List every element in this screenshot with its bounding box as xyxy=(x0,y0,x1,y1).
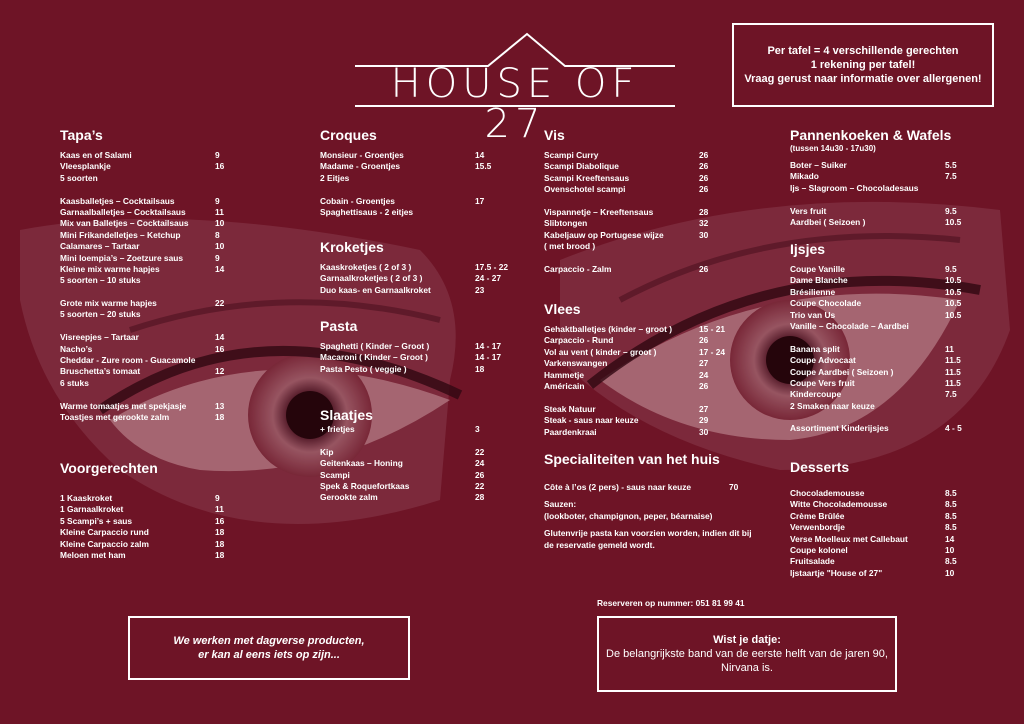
item-price: 32 xyxy=(699,218,709,229)
item-name: 2 Eitjes xyxy=(320,172,350,183)
item-name: Geitenkaas – Honing xyxy=(320,458,403,469)
item-price: 13 xyxy=(215,400,225,411)
section-title: Slaatjes xyxy=(320,407,373,423)
item-price: 30 xyxy=(699,229,709,240)
menu-item xyxy=(60,275,260,286)
menu-item xyxy=(790,511,990,522)
item-price: 16 xyxy=(215,343,225,354)
fact-title: Wist je datje: xyxy=(713,634,781,646)
menu-item xyxy=(790,488,990,499)
item-price: 24 - 27 xyxy=(475,273,502,284)
item-name: Steak Natuur xyxy=(544,403,596,414)
item-price: 10.5 xyxy=(945,298,962,309)
menu-item xyxy=(60,344,260,355)
item-price: 12 xyxy=(215,366,225,377)
item-name: Fruitsalade xyxy=(790,556,835,567)
menu-item xyxy=(544,381,744,392)
menu-item xyxy=(320,352,520,363)
item-price: 5.5 xyxy=(945,160,957,170)
item-name: Pasta Pesto ( veggie ) xyxy=(320,363,407,374)
menu-item xyxy=(320,285,520,296)
item-name: Coupe Aardbei ( Seizoen ) xyxy=(790,366,894,377)
item-price: 7.5 xyxy=(945,389,957,400)
item-name: Visreepjes – Tartaar xyxy=(60,332,139,343)
item-price: 10 xyxy=(945,567,955,578)
desserts-section xyxy=(790,458,990,579)
item-name: Dame Blanche xyxy=(790,275,848,286)
item-name: 5 soorten – 20 stuks xyxy=(60,309,141,320)
menu-item xyxy=(60,412,260,423)
menu-item xyxy=(320,424,520,435)
info-line: 1 rekening per tafel! xyxy=(810,59,916,71)
item-name: Gerookte zalm xyxy=(320,492,378,503)
item-name: Kaaskroketjes ( 2 of 3 ) xyxy=(320,262,412,272)
item-name: Varkenswangen xyxy=(544,358,608,369)
menu-item xyxy=(790,389,990,400)
item-name: Vispannetje – Kreeftensaus xyxy=(544,206,654,217)
item-name: Duo kaas- en Garnaalkroket xyxy=(320,284,431,295)
sauzen-label: Sauzen: xyxy=(544,499,577,510)
menu-item xyxy=(790,160,990,171)
item-price: 16 xyxy=(215,161,225,172)
menu-item xyxy=(544,230,744,241)
item-name: Bruschetta’s tomaat xyxy=(60,366,141,377)
item-price: 9.5 xyxy=(945,264,957,274)
vlees-section xyxy=(544,300,744,438)
menu-item xyxy=(790,298,990,309)
item-price: 14 - 17 xyxy=(475,341,502,351)
menu-item xyxy=(790,321,990,332)
item-price: 18 xyxy=(475,363,485,374)
item-price: 26 xyxy=(699,150,709,160)
item-name: Coupe Vers fruit xyxy=(790,377,855,388)
item-name: Spaghetti ( Kinder – Groot ) xyxy=(320,341,430,351)
section-title: Kroketjes xyxy=(320,239,384,255)
menu-item xyxy=(790,344,990,355)
menu-item xyxy=(790,310,990,321)
item-price: 9 xyxy=(215,252,220,263)
menu-item xyxy=(320,196,520,207)
section-title: Pasta xyxy=(320,318,358,334)
item-price: 16 xyxy=(215,515,225,526)
item-price: 14 - 17 xyxy=(475,352,502,363)
menu-item xyxy=(60,150,260,161)
fun-fact-box xyxy=(597,616,897,692)
menu-item xyxy=(790,568,990,579)
item-name: Spek & Roquefortkaas xyxy=(320,480,410,491)
item-price: 18 xyxy=(215,411,225,422)
menu-item xyxy=(320,481,520,492)
item-name: 1 Kaaskroket xyxy=(60,493,113,503)
item-name: Garnaalkroketjes ( 2 of 3 ) xyxy=(320,273,423,284)
menu-item xyxy=(544,184,744,195)
menu-item xyxy=(544,358,744,369)
item-price: 11.5 xyxy=(945,366,961,377)
menu-item xyxy=(320,273,520,284)
item-price: 26 xyxy=(699,184,709,195)
menu-item xyxy=(60,332,260,343)
menu-item xyxy=(320,364,520,375)
section-title: Vlees xyxy=(544,301,581,317)
item-name: Verse Moelleux met Callebaut xyxy=(790,533,908,544)
section-title: Specialiteiten van het huis xyxy=(544,451,720,467)
item-name: Steak - saus naar keuze xyxy=(544,415,639,426)
item-name: Trio van Us xyxy=(790,309,836,320)
item-price: 8 xyxy=(215,229,220,240)
item-name: 5 soorten – 10 stuks xyxy=(60,275,141,286)
menu-item xyxy=(60,230,260,241)
item-name: Macaroni ( Kinder – Groot ) xyxy=(320,352,428,363)
menu-item xyxy=(60,218,260,229)
menu-item xyxy=(320,458,520,469)
section-title: Ijsjes xyxy=(790,241,826,257)
menu-item xyxy=(60,173,260,184)
menu-item xyxy=(790,499,990,510)
item-price: 9.5 xyxy=(945,205,957,216)
menu-item xyxy=(60,196,260,207)
item-price: 10.5 xyxy=(945,275,962,286)
item-price: 8.5 xyxy=(945,510,957,521)
item-price: 27 xyxy=(699,358,709,369)
item-name: Spaghettisaus - 2 eitjes xyxy=(320,206,414,217)
menu-item xyxy=(60,355,260,366)
menu-item xyxy=(790,534,990,545)
menu-item xyxy=(544,264,744,275)
info-line: Vraag gerust naar informatie over allergenen! xyxy=(744,73,982,85)
menu-item xyxy=(320,161,520,172)
menu-item xyxy=(320,207,520,218)
item-name: 1 Garnaalkroket xyxy=(60,504,124,515)
pasta-section xyxy=(320,317,520,375)
menu-item xyxy=(790,206,990,217)
item-name: 5 soorten xyxy=(60,172,98,183)
sauzen-list: (lookboter, champignon, peper, béarnaise) xyxy=(544,510,713,521)
ijsjes-section xyxy=(790,240,990,435)
item-price: 26 xyxy=(475,469,485,480)
item-name: + frietjes xyxy=(320,424,355,434)
fact-line: De belangrijkste band van de eerste helft van de jaren 90, xyxy=(606,648,888,660)
item-price: 14 xyxy=(215,263,225,274)
menu-item xyxy=(320,492,520,503)
menu-item xyxy=(790,367,990,378)
menu-item xyxy=(544,207,744,218)
item-name: Scampi Curry xyxy=(544,150,599,160)
item-name: Kabeljauw op Portugese wijze xyxy=(544,229,664,240)
pannenkoeken-section xyxy=(790,126,990,228)
item-price: 4 - 5 xyxy=(945,423,962,434)
item-name: Assortiment Kinderijsjes xyxy=(790,423,889,434)
specialiteiten-section xyxy=(544,450,784,551)
menu-item xyxy=(544,347,744,358)
item-name: Nacho’s xyxy=(60,343,93,354)
item-name: Vanille – Chocolade – Aardbei xyxy=(790,320,909,331)
item-price: 29 xyxy=(699,415,709,426)
info-box xyxy=(732,23,994,107)
item-name: Vol au vent ( kinder – groot ) xyxy=(544,346,657,357)
item-name: 6 stuks xyxy=(60,377,89,388)
menu-item xyxy=(60,378,260,389)
section-title: Croques xyxy=(320,127,377,143)
menu-item xyxy=(790,522,990,533)
item-name: Coupe Vanille xyxy=(790,264,845,274)
menu-item xyxy=(320,262,520,273)
item-name: Brésilienne xyxy=(790,286,836,297)
item-price: 8.5 xyxy=(945,499,957,510)
menu-item xyxy=(790,355,990,366)
menu-item xyxy=(790,171,990,182)
kroketjes-section xyxy=(320,238,520,296)
item-name: Hammetje xyxy=(544,369,585,380)
item-name: Coupe Advocaat xyxy=(790,355,856,366)
section-title: Tapa’s xyxy=(60,127,103,143)
menu-item xyxy=(544,427,744,438)
item-price: 14 xyxy=(945,533,955,544)
item-name: Mini loempia’s – Zoetzure saus xyxy=(60,252,184,263)
item-name: Kip xyxy=(320,446,334,457)
menu-item xyxy=(60,516,260,527)
item-price: 15.5 xyxy=(475,161,492,172)
item-name: Paardenkraai xyxy=(544,426,597,437)
item-price: 28 xyxy=(699,206,709,217)
menu-item xyxy=(790,401,990,412)
item-name: Banana split xyxy=(790,343,840,354)
item-price: 70 xyxy=(729,482,739,492)
item-price: 14 xyxy=(475,150,485,160)
item-name: Kleine mix warme hapjes xyxy=(60,263,160,274)
item-name: Carpaccio - Zalm xyxy=(544,263,612,274)
item-name: 5 Scampi’s + saus xyxy=(60,515,133,526)
item-price: 8.5 xyxy=(945,556,957,567)
logo-title: HOUSE OF 27 xyxy=(390,61,640,147)
menu-item xyxy=(544,161,744,172)
item-name: Crème Brûlée xyxy=(790,510,845,521)
menu-item xyxy=(60,504,260,515)
item-name: Vleesplankje xyxy=(60,161,111,172)
menu-item xyxy=(790,264,990,275)
item-name: ( met brood ) xyxy=(544,241,596,252)
menu-item xyxy=(60,366,260,377)
item-price: 10 xyxy=(215,241,225,252)
item-name: Scampi Diabolique xyxy=(544,161,619,172)
item-name: Scampi Kreeftensaus xyxy=(544,172,630,183)
menu-item xyxy=(60,298,260,309)
menu-item xyxy=(320,447,520,458)
gluten-note: de reservatie gemeld wordt. xyxy=(544,539,655,550)
item-price: 23 xyxy=(475,284,485,295)
menu-item xyxy=(790,423,990,434)
item-price: 28 xyxy=(475,492,485,503)
reservation-number: Reserveren op nummer: 051 81 99 41 xyxy=(597,598,745,608)
menu-item xyxy=(544,150,744,161)
menu-item xyxy=(544,173,744,184)
item-name: Meloen met ham xyxy=(60,549,126,560)
item-price: 15 - 21 xyxy=(699,324,726,334)
item-price: 24 xyxy=(699,369,709,380)
section-title: Desserts xyxy=(790,459,850,475)
item-name: Cheddar - Zure room - Guacamole xyxy=(60,355,196,366)
menu-item xyxy=(544,370,744,381)
item-name: Scampi xyxy=(320,469,350,480)
menu-item xyxy=(544,241,744,252)
item-price: 11.5 xyxy=(945,377,961,388)
menu-item xyxy=(320,173,520,184)
item-name: Ijstaartje "House of 27" xyxy=(790,567,883,578)
item-price: 17 - 24 xyxy=(699,346,726,357)
item-name: Toastjes met gerookte zalm xyxy=(60,411,170,422)
item-price: 24 xyxy=(475,458,485,469)
menu-item xyxy=(60,401,260,412)
item-name: Mikado xyxy=(790,171,819,182)
item-name: Witte Chocolademousse xyxy=(790,499,888,510)
item-name: Coupe Chocolade xyxy=(790,298,862,309)
menu-item xyxy=(790,287,990,298)
item-price: 11 xyxy=(945,343,954,354)
menu-item xyxy=(790,217,990,228)
item-price: 26 xyxy=(699,172,709,183)
item-name: Calamares – Tartaar xyxy=(60,241,140,252)
menu-item xyxy=(544,335,744,346)
slaatjes-section xyxy=(320,406,520,504)
item-price: 9 xyxy=(215,150,220,160)
menu-item xyxy=(544,482,784,493)
section-title: Pannenkoeken & Wafels xyxy=(790,127,952,143)
item-name: Verwenbordje xyxy=(790,522,845,533)
item-price: 9 xyxy=(215,493,220,503)
menu-item xyxy=(790,275,990,286)
item-name: Kaas en of Salami xyxy=(60,150,132,160)
item-price: 11 xyxy=(215,504,224,515)
item-name: Ijs – Slagroom – Chocoladesaus xyxy=(790,182,919,193)
item-name: 2 Smaken naar keuze xyxy=(790,400,875,411)
menu-item xyxy=(60,241,260,252)
vis-section xyxy=(544,126,744,275)
item-price: 30 xyxy=(699,426,709,437)
croques-section xyxy=(320,126,520,218)
item-price: 10.5 xyxy=(945,309,962,320)
item-name: Kindercoupe xyxy=(790,389,842,400)
menu-item xyxy=(544,324,744,335)
item-price: 9 xyxy=(215,195,220,206)
item-price: 11 xyxy=(215,206,224,217)
item-name: Mini Frikandelletjes – Ketchup xyxy=(60,229,181,240)
item-name: Slibtongen xyxy=(544,218,588,229)
menu-item xyxy=(60,309,260,320)
item-price: 18 xyxy=(215,549,225,560)
tapas-section xyxy=(60,126,260,423)
fresh-line: We werken met dagverse producten, xyxy=(173,635,365,647)
item-name: Vers fruit xyxy=(790,205,827,216)
item-price: 11.5 xyxy=(945,355,961,366)
item-price: 8.5 xyxy=(945,488,957,498)
item-name: Garnaalballetjes – Cocktailsaus xyxy=(60,206,186,217)
item-price: 26 xyxy=(699,335,709,346)
menu-item xyxy=(790,556,990,567)
item-price: 26 xyxy=(699,380,709,391)
item-price: 26 xyxy=(699,161,709,172)
item-price: 14 xyxy=(215,332,225,343)
menu-item xyxy=(790,545,990,556)
item-price: 3 xyxy=(475,424,480,434)
menu-item xyxy=(320,470,520,481)
item-price: 10.5 xyxy=(945,216,962,227)
item-price: 8.5 xyxy=(945,522,957,533)
menu-item xyxy=(544,218,744,229)
item-name: Boter – Suiker xyxy=(790,160,847,170)
voorgerechten-section xyxy=(60,459,260,561)
item-name: Kleine Carpaccio zalm xyxy=(60,538,149,549)
item-price: 22 xyxy=(215,298,225,309)
item-name: Coupe kolonel xyxy=(790,544,848,555)
item-name: Madame - Groentjes xyxy=(320,161,401,172)
menu-item xyxy=(790,378,990,389)
item-price: 10.5 xyxy=(945,286,962,297)
info-line: Per tafel = 4 verschillende gerechten xyxy=(767,45,959,57)
menu-item xyxy=(60,539,260,550)
menu-item xyxy=(320,341,520,352)
item-price: 10 xyxy=(215,218,225,229)
item-price: 7.5 xyxy=(945,171,957,182)
item-price: 22 xyxy=(475,480,485,491)
item-name: Kleine Carpaccio rund xyxy=(60,527,149,538)
menu-item xyxy=(60,207,260,218)
item-name: Ovenschotel scampi xyxy=(544,184,626,195)
item-name: Carpaccio - Rund xyxy=(544,335,614,346)
section-title: Voorgerechten xyxy=(60,460,158,476)
fact-line: Nirvana is. xyxy=(721,662,773,674)
menu-item xyxy=(60,253,260,264)
item-name: Aardbei ( Seizoen ) xyxy=(790,216,866,227)
menu-item xyxy=(544,415,744,426)
item-name: Cobain - Groentjes xyxy=(320,195,395,206)
item-price: 10 xyxy=(945,544,955,555)
menu-item xyxy=(60,550,260,561)
menu-item xyxy=(60,493,260,504)
item-price: 18 xyxy=(215,527,225,538)
item-price: 18 xyxy=(215,538,225,549)
item-price: 27 xyxy=(699,403,709,414)
item-name: Kaasballetjes – Cocktailsaus xyxy=(60,195,175,206)
item-name: Américain xyxy=(544,380,585,391)
item-name: Warme tomaatjes met spekjasje xyxy=(60,400,187,411)
menu-item xyxy=(60,161,260,172)
menu-item xyxy=(60,527,260,538)
fresh-line: er kan al eens iets op zijn... xyxy=(198,649,340,661)
fresh-products-box xyxy=(128,616,410,680)
menu-item xyxy=(544,404,744,415)
menu-item xyxy=(60,264,260,275)
item-name: Côte à l’os (2 pers) - saus naar keuze xyxy=(544,482,692,492)
item-price: 17.5 - 22 xyxy=(475,262,509,272)
item-price: 26 xyxy=(699,263,709,274)
section-title: Vis xyxy=(544,127,565,143)
menu-item xyxy=(320,150,520,161)
item-name: Mix van Balletjes – Cocktailsaus xyxy=(60,218,189,229)
item-name: Monsieur - Groentjes xyxy=(320,150,404,160)
item-name: Chocolademousse xyxy=(790,488,865,498)
item-name: Grote mix warme hapjes xyxy=(60,298,157,309)
section-subtitle: (tussen 14u30 - 17u30) xyxy=(790,144,876,153)
item-name: Gehaktballetjes (kinder – groot ) xyxy=(544,324,672,334)
menu-item xyxy=(790,183,990,194)
item-price: 22 xyxy=(475,446,485,457)
gluten-note: Glutenvrije pasta kan voorzien worden, indien dit bij xyxy=(544,528,752,539)
item-price: 17 xyxy=(475,195,485,206)
